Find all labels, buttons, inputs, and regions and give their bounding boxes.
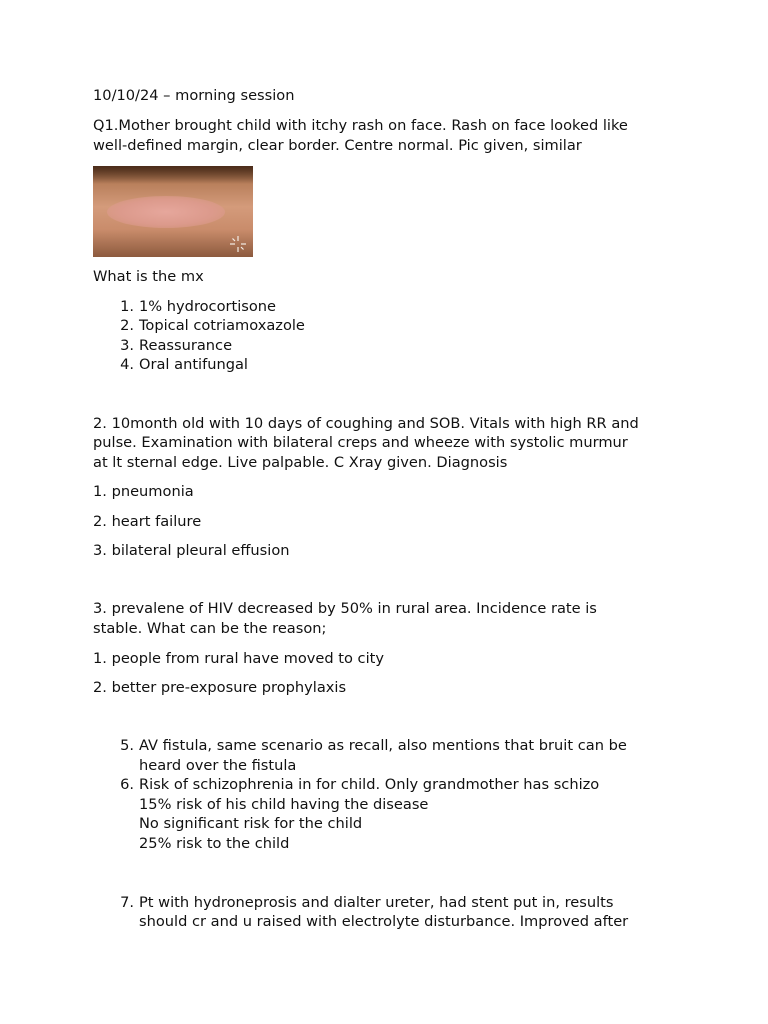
q2-stem-line-1: 2. 10month old with 10 days of coughing and SOB. Vitals with high RR and	[93, 414, 639, 432]
q1-prompt: What is the mx	[93, 268, 204, 285]
q3-stem-line-1: 3. prevalene of HIV decreased by 50% in rural area. Incidence rate is	[93, 600, 597, 617]
q6-line-1: Risk of schizophrenia in for child. Only grandmother has schizo	[139, 776, 600, 793]
q7-number: 7.	[120, 893, 134, 911]
q1-option-number: 1.	[120, 297, 134, 315]
q6-line-3: No significant risk for the child	[139, 815, 363, 832]
q1-option-text: Oral antifungal	[139, 356, 248, 373]
q6-line-4: 25% risk to the child	[139, 834, 290, 852]
q2-stem-line-2: pulse. Examination with bilateral creps and wheeze with systolic murmur	[93, 434, 628, 451]
q6-line-2: 15% risk of his child having the disease	[139, 795, 429, 813]
q1-stem-line-2: well-defined margin, clear border. Centre normal. Pic given, similar	[93, 136, 582, 154]
session-header: 10/10/24 – morning session	[93, 87, 295, 104]
rash-photo	[93, 166, 253, 257]
q7-line-2: should cr and u raised with electrolyte disturbance. Improved after	[139, 913, 629, 930]
q1-stem-line-1: Q1.Mother brought child with itchy rash on face. Rash on face looked like	[93, 117, 628, 134]
q3-option: 2. better pre-exposure prophylaxis	[93, 679, 347, 696]
q5-line-2: heard over the fistula	[139, 756, 297, 774]
q5-line-1: AV fistula, same scenario as recall, also mentions that bruit can be	[139, 737, 627, 754]
q2-option: 2. heart failure	[93, 512, 202, 530]
q2-stem-line-3: at lt sternal edge. Live palpable. C Xray given. Diagnosis	[93, 453, 508, 471]
q2-option: 1. pneumonia	[93, 483, 194, 500]
q1-option-text: Reassurance	[139, 336, 233, 354]
photo-rash-patch	[107, 196, 225, 228]
q3-stem-line-2: stable. What can be the reason;	[93, 619, 327, 637]
q1-option-number: 4.	[120, 356, 134, 373]
q2-option: 3. bilateral pleural effusion	[93, 542, 290, 559]
q5-number: 5.	[120, 737, 134, 754]
q1-option-number: 2.	[120, 317, 134, 334]
q6-number: 6.	[120, 776, 134, 793]
sparkle-icon	[229, 235, 247, 253]
q1-option-text: Topical cotriamoxazole	[139, 317, 305, 334]
q3-option: 1. people from rural have moved to city	[93, 649, 384, 667]
q7-line-1: Pt with hydroneprosis and dialter ureter, had stent put in, results	[139, 893, 614, 911]
q1-option-number: 3.	[120, 336, 134, 354]
q1-option-text: 1% hydrocortisone	[139, 297, 277, 315]
photo-hair-region	[93, 166, 253, 184]
